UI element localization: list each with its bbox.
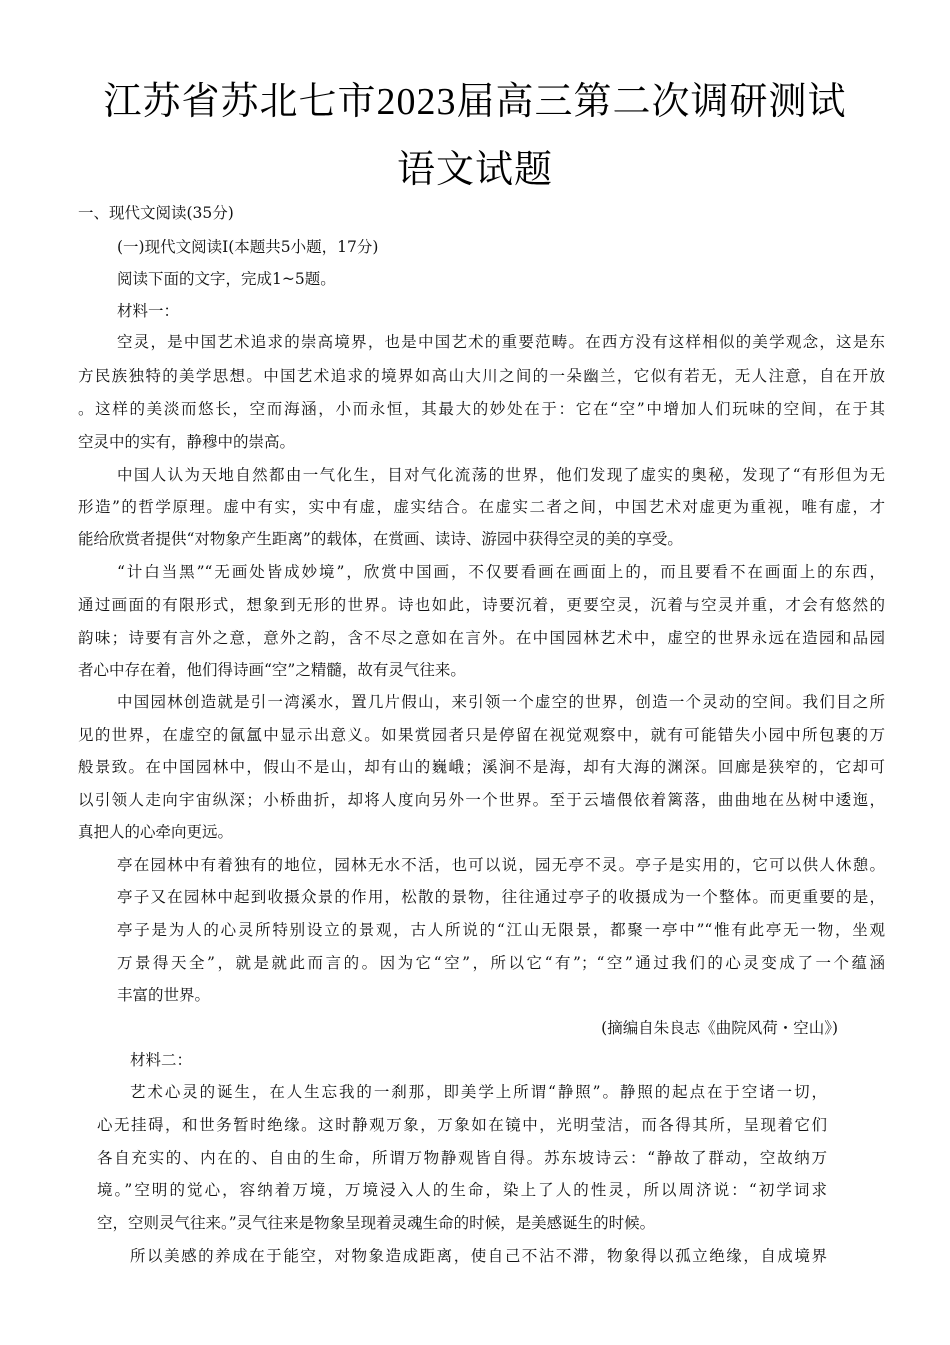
source-citation: (摘编自朱良志《曲院风荷・空山》)	[601, 1019, 838, 1037]
text-line: 中国人认为天地自然都由一气化生，目对气化流荡的世界，他们发现了虚实的奥秘，发现了“有形但为无	[117, 466, 885, 484]
text-line: 韵味；诗要有言外之意，意外之韵，含不尽之意如在言外。在中国园林艺术中，虚空的世界永远在造园和品园	[78, 629, 885, 647]
material-label: 材料一：	[117, 302, 180, 320]
text-line: 般景致。在中国园林中，假山不是山，却有山的巍峨；溪涧不是海，却有大海的渊深。回廊是狭窄的，它却可	[78, 758, 885, 776]
text-line: 万景得天全”，就是就此而言的。因为它“空”，所以它“有”；“空”通过我们的心灵变成了一个蕴涵	[117, 954, 885, 972]
text-line: 境。”空明的觉心，容纳着万境，万境浸入人的生命，染上了人的性灵，所以周济说：“初学词求	[97, 1181, 827, 1199]
text-line: “计白当黑”“无画处皆成妙境”，欣赏中国画，不仅要看画在画面上的，而且要看不在画面上的东西，	[117, 563, 885, 581]
text-line: 中国园林创造就是引一湾溪水，置几片假山，来引领一个虚空的世界，创造一个灵动的空间。我们目之所	[117, 693, 885, 711]
text-line: 所以美感的养成在于能空，对物象造成距离，使自己不沾不滞，物象得以孤立绝缘，自成境界	[130, 1247, 827, 1265]
text-line: 以引领人走向宇宙纵深；小桥曲折，却将人度向另外一个世界。至于云墙偎依着篱落，曲曲地在丛树中逶迤，	[78, 791, 885, 809]
text-line: 亭子又在园林中起到收摄众景的作用，松散的景物，往往通过亭子的收摄成为一个整体。而更重要的是，	[117, 888, 885, 906]
text-line: 空灵，是中国艺术追求的崇高境界，也是中国艺术的重要范畴。在西方没有这样相似的美学观念，这是东	[117, 333, 885, 351]
text-line: 各自充实的、内在的、自由的生命，所谓万物静观皆自得。苏东坡诗云：“静故了群动，空故纳万	[97, 1149, 827, 1167]
text-line: 见的世界，在虚空的氤氲中显示出意义。如果赏园者只是停留在视觉观察中，就有可能错失小园中所包裹的万	[78, 726, 885, 744]
text-line: 空，空则灵气往来。”灵气往来是物象呈现着灵魂生命的时候，是美感诞生的时候。	[97, 1214, 656, 1232]
text-line: 。这样的美淡而悠长，空而海涵，小而永恒，其最大的妙处在于：它在“空”中增加人们玩味的空间，在于其	[78, 400, 885, 418]
page-title: 江苏省苏北七市2023届高三第二次调研测试	[103, 81, 847, 123]
section-subheading: (一)现代文阅读I(本题共5小题，17分)	[117, 238, 379, 256]
section-heading: 一、现代文阅读(35分)	[78, 204, 234, 222]
text-line: 真把人的心牵向更远。	[78, 823, 234, 841]
material-label: 材料二：	[130, 1051, 193, 1069]
text-line: 丰富的世界。	[117, 986, 211, 1004]
text-line: 亭子是为人的心灵所特别设立的景观，古人所说的“江山无限景，都聚一亭中”“惟有此亭无一物，坐观	[117, 921, 885, 939]
text-line: 艺术心灵的诞生，在人生忘我的一刹那，即美学上所谓“静照”。静照的起点在于空诸一切，	[130, 1083, 827, 1101]
text-line: 心无挂碍，和世务暂时绝缘。这时静观万象，万象如在镜中，光明莹洁，而各得其所，呈现着它们	[97, 1116, 827, 1134]
instruction-text: 阅读下面的文字，完成1~5题。	[117, 270, 336, 288]
text-line: 形造”的哲学原理。虚中有实，实中有虚，虚实结合。在虚实二者之间，中国艺术对虚更为重视，唯有虚，才	[78, 498, 885, 516]
page-subtitle: 语文试题	[396, 149, 553, 191]
text-line: 能给欣赏者提供“对物象产生距离”的载体，在赏画、读诗、游园中获得空灵的美的享受。	[78, 530, 683, 548]
text-line: 亭在园林中有着独有的地位，园林无水不活，也可以说，园无亭不灵。亭子是实用的，它可以供人休憩。	[117, 856, 885, 874]
text-line: 空灵中的实有，静穆中的崇高。	[78, 433, 296, 451]
text-line: 方民族独特的美学思想。中国艺术追求的境界如高山大川之间的一朵幽兰，它似有若无，无人注意，自在开放	[78, 367, 885, 385]
text-line: 者心中存在着，他们得诗画“空”之精髓，故有灵气往来。	[78, 661, 466, 679]
text-line: 通过画面的有限形式，想象到无形的世界。诗也如此，诗要沉着，更要空灵，沉着与空灵并重，才会有悠然的	[78, 596, 885, 614]
